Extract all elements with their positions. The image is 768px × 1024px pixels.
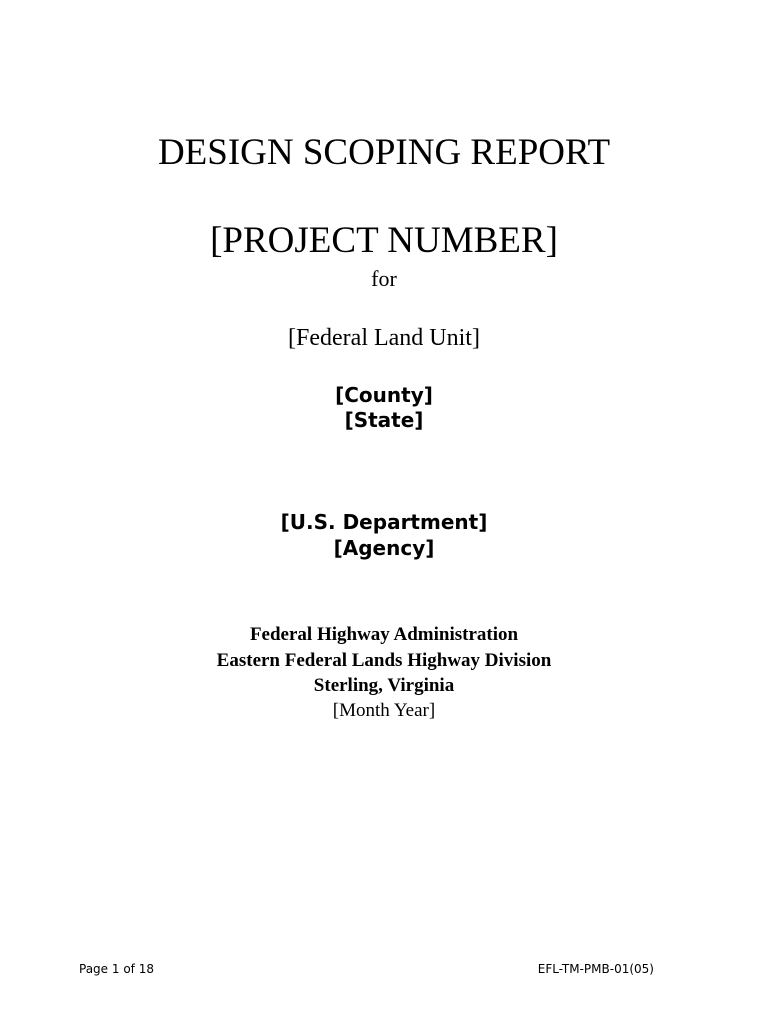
agency: [Agency]: [333, 536, 435, 560]
division-name: Eastern Federal Lands Highway Division: [216, 650, 552, 671]
location: Sterling, Virginia: [313, 675, 455, 696]
for-label: for: [371, 266, 397, 291]
state: [State]: [344, 408, 424, 432]
federal-land-unit: [Federal Land Unit]: [288, 325, 480, 351]
document-code: EFL-TM-PMB-01(05): [537, 962, 654, 976]
county: [County]: [335, 383, 433, 407]
page-number: Page 1 of 18: [79, 962, 154, 976]
department: [U.S. Department]: [280, 510, 488, 534]
report-date: [Month Year]: [332, 700, 436, 721]
project-number: [PROJECT NUMBER]: [210, 220, 558, 261]
administration-name: Federal Highway Administration: [249, 624, 519, 645]
report-title: DESIGN SCOPING REPORT: [157, 132, 611, 173]
